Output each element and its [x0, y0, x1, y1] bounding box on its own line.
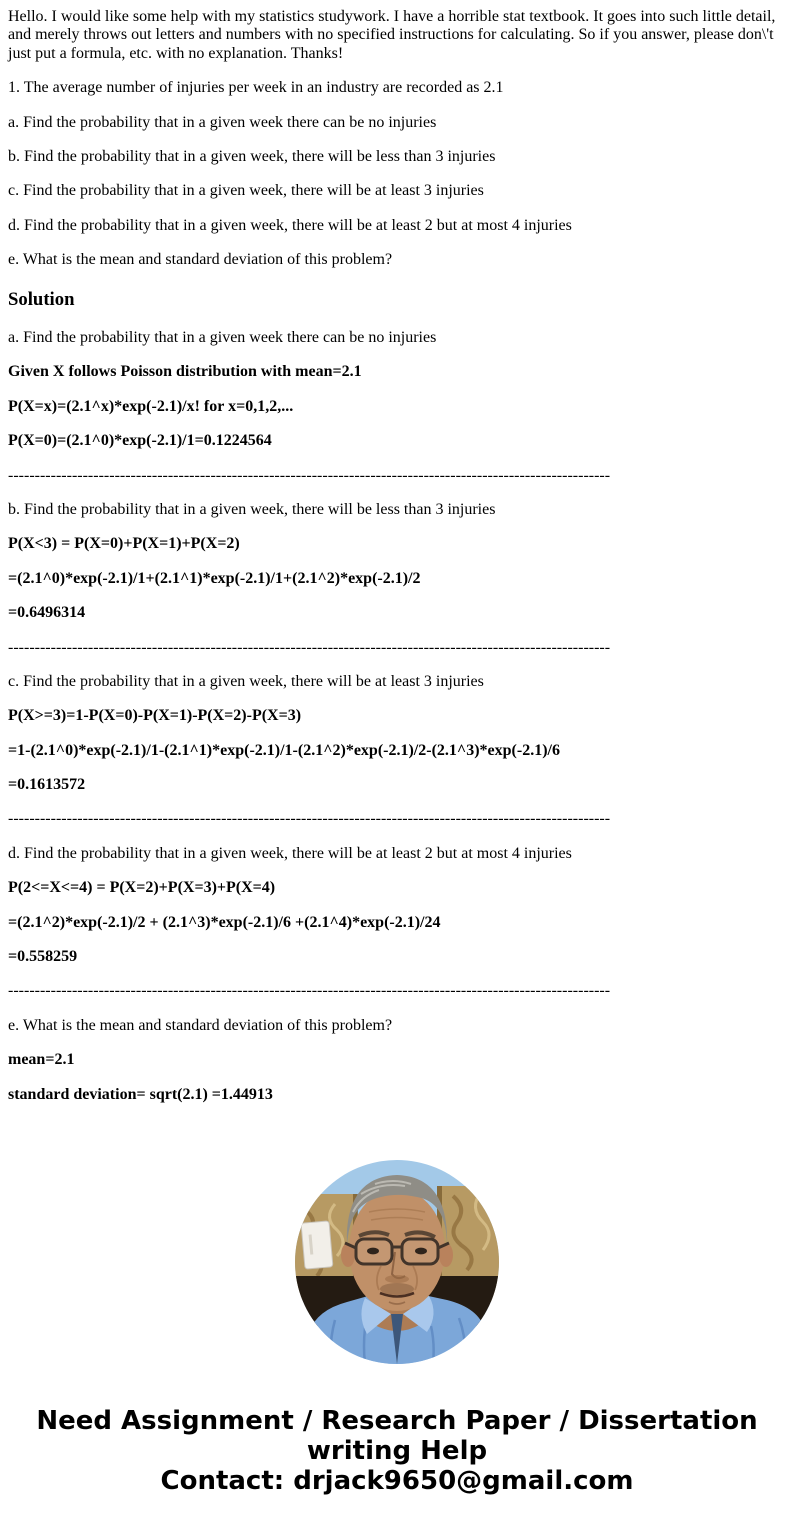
- footer-line-2: writing Help: [306, 1436, 488, 1466]
- solution-e-line-1: mean=2.1: [8, 1051, 75, 1069]
- problem-part-a: a. Find the probability that in a given week there can be no injuries: [8, 113, 437, 131]
- solution-a-line-3: P(X=0)=(2.1^0)*exp(-2.1)/1=0.1224564: [8, 432, 272, 450]
- section-separator: -----------------------------------------------------------------------------------------------------------------: [8, 982, 611, 1000]
- solution-c-line-2: =1-(2.1^0)*exp(-2.1)/1-(2.1^1)*exp(-2.1)/1-(2.1^2)*exp(-2.1)/2-(2.1^3)*exp(-2.1)/6: [8, 741, 560, 759]
- solution-d-line-1: P(2<=X<=4) = P(X=2)+P(X=3)+P(X=4): [8, 879, 276, 897]
- problem-statement: 1. The average number of injuries per week in an industry are recorded as 2.1: [8, 79, 504, 97]
- footer-line-1: Need Assignment / Research Paper / Dissertation: [36, 1406, 758, 1436]
- problem-part-e: e. What is the mean and standard deviation of this problem?: [8, 251, 393, 269]
- problem-part-c: c. Find the probability that in a given week, there will be at least 3 injuries: [8, 182, 484, 200]
- solution-d-line-2: =(2.1^2)*exp(-2.1)/2 + (2.1^3)*exp(-2.1)/6 +(2.1^4)*exp(-2.1)/24: [8, 913, 441, 931]
- solution-b-line-2: =(2.1^0)*exp(-2.1)/1+(2.1^1)*exp(-2.1)/1+(2.1^2)*exp(-2.1)/2: [8, 569, 421, 587]
- solution-b-question: b. Find the probability that in a given week, there will be less than 3 injuries: [8, 500, 496, 518]
- footer-contact-email: Contact: drjack9650@gmail.com: [160, 1466, 634, 1496]
- footer-banner: [8, 1406, 786, 1496]
- solution-b-line-3: =0.6496314: [8, 604, 86, 622]
- solution-a-line-1: Given X follows Poisson distribution with mean=2.1: [8, 363, 362, 381]
- solution-e-question: e. What is the mean and standard deviation of this problem?: [8, 1016, 393, 1034]
- avatar: [295, 1160, 499, 1364]
- solution-b-line-1: P(X<3) = P(X=0)+P(X=1)+P(X=2): [8, 535, 240, 553]
- solution-e-line-2: standard deviation= sqrt(2.1) =1.44913: [8, 1085, 273, 1103]
- section-separator: -----------------------------------------------------------------------------------------------------------------: [8, 638, 611, 656]
- solution-a-line-2: P(X=x)=(2.1^x)*exp(-2.1)/x! for x=0,1,2,...: [8, 397, 294, 415]
- solution-heading: Solution: [8, 288, 75, 310]
- solution-c-question: c. Find the probability that in a given week, there will be at least 3 injuries: [8, 672, 484, 690]
- section-separator: -----------------------------------------------------------------------------------------------------------------: [8, 810, 611, 828]
- problem-part-b: b. Find the probability that in a given week, there will be less than 3 injuries: [8, 147, 496, 165]
- solution-c-line-3: =0.1613572: [8, 776, 86, 794]
- solution-a-question: a. Find the probability that in a given week there can be no injuries: [8, 329, 437, 347]
- solution-c-line-1: P(X>=3)=1-P(X=0)-P(X=1)-P(X=2)-P(X=3): [8, 707, 302, 725]
- tutor-photo-image: [295, 1160, 499, 1364]
- solution-d-question: d. Find the probability that in a given week, there will be at least 2 but at most 4 injuries: [8, 844, 572, 862]
- section-separator: -----------------------------------------------------------------------------------------------------------------: [8, 466, 611, 484]
- solution-d-line-3: =0.558259: [8, 948, 78, 966]
- problem-part-d: d. Find the probability that in a given week, there will be at least 2 but at most 4 injuries: [8, 216, 572, 234]
- intro-paragraph: Hello. I would like some help with my statistics studywork. I have a horrible stat textbook. It goes into such little detail, and merely throws out letters and numbers with no specified instructions for calculating. So if you answer, please don\'t just put a formula, etc. with no explanation. Thanks!: [8, 8, 776, 62]
